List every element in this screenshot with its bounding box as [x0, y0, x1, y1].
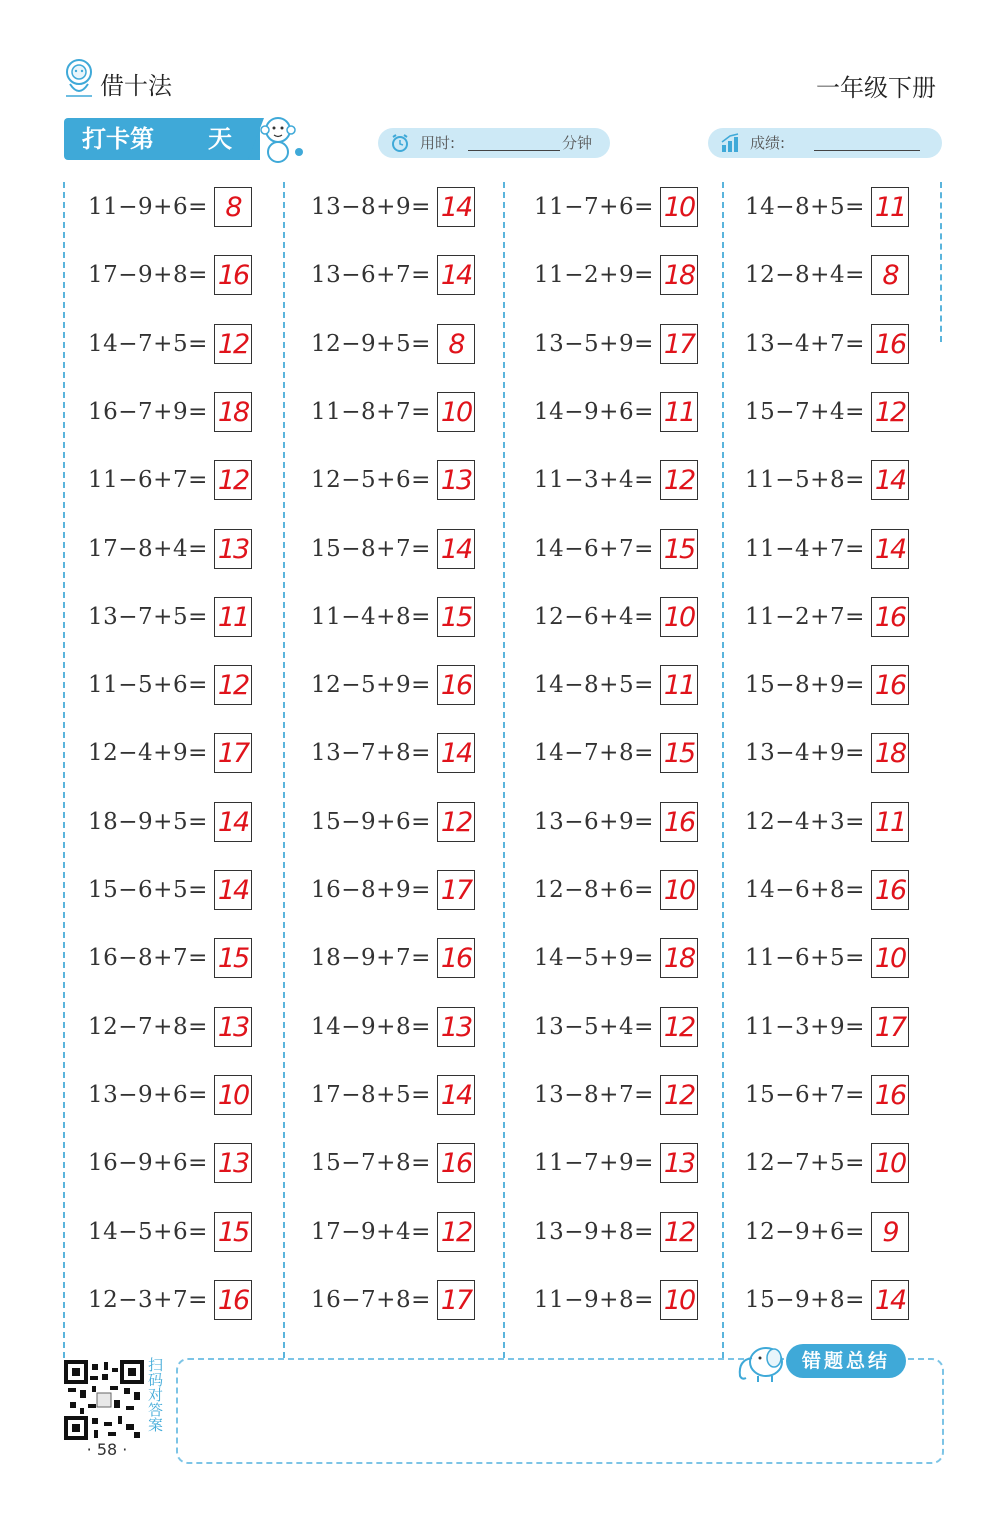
handwritten-answer: 8 [882, 260, 898, 292]
problem-expression: 13−4+9= [745, 740, 865, 767]
problem-expression: 11−2+7= [745, 603, 865, 630]
handwritten-answer: 16 [440, 670, 472, 702]
answer-box[interactable] [214, 529, 252, 569]
answer-box[interactable] [214, 255, 252, 295]
answer-box[interactable] [660, 1143, 698, 1183]
problem-expression: 13−6+9= [534, 808, 654, 835]
problem-expression: 13−7+8= [311, 740, 431, 767]
answer-box[interactable] [871, 1075, 909, 1115]
answer-box[interactable] [660, 529, 698, 569]
checkin-banner [64, 118, 260, 160]
problem-expression: 11−4+7= [745, 535, 865, 562]
problem-expression: 13−5+9= [534, 330, 654, 357]
answer-box[interactable] [871, 665, 909, 705]
qr-code-icon[interactable] [64, 1360, 144, 1440]
handwritten-answer: 18 [874, 738, 906, 770]
handwritten-answer: 12 [217, 465, 249, 497]
problem-expression: 14−5+6= [88, 1218, 208, 1245]
problem-expression: 15−7+8= [311, 1150, 431, 1177]
column-divider [722, 182, 724, 1358]
answer-box[interactable] [660, 1212, 698, 1252]
problem-expression: 12−5+9= [311, 672, 431, 699]
handwritten-answer: 15 [217, 943, 249, 975]
handwritten-answer: 11 [874, 806, 906, 838]
handwritten-answer: 18 [663, 260, 695, 292]
handwritten-answer: 16 [874, 328, 906, 360]
answer-box[interactable] [660, 324, 698, 364]
handwritten-answer: 14 [440, 192, 472, 223]
problem-expression: 12−5+6= [311, 467, 431, 494]
problem-expression: 17−8+4= [88, 535, 208, 562]
problem-expression: 13−8+7= [534, 1081, 654, 1108]
handwritten-answer: 15 [440, 601, 472, 633]
answer-box[interactable] [437, 597, 475, 637]
answer-box[interactable] [871, 255, 909, 295]
handwritten-answer: 17 [440, 1284, 472, 1316]
problem-expression: 12−4+3= [745, 808, 865, 835]
problem-expression: 17−9+8= [88, 262, 208, 289]
problem-expression: 13−8+9= [311, 194, 431, 220]
handwritten-answer: 14 [440, 260, 472, 292]
time-blank[interactable] [468, 132, 560, 151]
handwritten-answer: 13 [440, 465, 472, 497]
problem-expression: 11−7+6= [534, 194, 654, 220]
problem-expression: 18−9+5= [88, 808, 208, 835]
problem-expression: 11−8+7= [311, 398, 431, 425]
problem-expression: 15−8+9= [745, 672, 865, 699]
answer-box[interactable] [214, 665, 252, 705]
alarm-clock-icon [390, 133, 410, 153]
answer-box[interactable] [871, 802, 909, 842]
handwritten-answer: 10 [663, 875, 695, 906]
answer-box[interactable] [214, 460, 252, 500]
answer-box[interactable] [437, 1143, 475, 1183]
answer-box[interactable] [437, 187, 475, 227]
problem-expression: 15−6+5= [88, 877, 208, 903]
page-section-title: 借十法 [100, 72, 172, 100]
checkin-banner-prefix: 打卡第 [82, 125, 154, 153]
column-divider [503, 182, 505, 1358]
problem-expression: 14−7+5= [88, 330, 208, 357]
problem-expression: 15−6+7= [745, 1081, 865, 1108]
answer-box[interactable] [660, 1007, 698, 1047]
problem-expression: 14−7+8= [534, 740, 654, 767]
answer-box[interactable] [871, 187, 909, 227]
answer-box[interactable] [660, 392, 698, 432]
handwritten-answer: 17 [440, 875, 472, 906]
score-blank[interactable] [814, 132, 920, 151]
handwritten-answer: 14 [874, 465, 906, 497]
answer-box[interactable] [437, 733, 475, 773]
handwritten-answer: 18 [663, 943, 695, 975]
answer-box[interactable] [660, 597, 698, 637]
answer-box[interactable] [437, 1075, 475, 1115]
problem-expression: 12−9+5= [311, 330, 431, 357]
answer-box[interactable] [214, 733, 252, 773]
answer-box[interactable] [214, 1075, 252, 1115]
handwritten-answer: 10 [874, 1148, 906, 1180]
answer-box[interactable] [214, 802, 252, 842]
answer-box[interactable] [871, 324, 909, 364]
handwritten-answer: 13 [663, 1148, 695, 1180]
answer-box[interactable] [660, 187, 698, 227]
handwritten-answer: 10 [663, 192, 695, 223]
handwritten-answer: 16 [663, 806, 695, 838]
handwritten-answer: 13 [217, 1148, 249, 1180]
handwritten-answer: 10 [440, 396, 472, 428]
handwritten-answer: 8 [448, 328, 464, 360]
problem-expression: 17−8+5= [311, 1081, 431, 1108]
answer-box[interactable] [437, 665, 475, 705]
handwritten-answer: 9 [882, 1216, 898, 1248]
problem-expression: 13−9+8= [534, 1218, 654, 1245]
handwritten-answer: 14 [217, 875, 249, 906]
problem-expression: 11−5+8= [745, 467, 865, 494]
handwritten-answer: 14 [874, 533, 906, 565]
handwritten-answer: 15 [663, 533, 695, 565]
handwritten-answer: 13 [440, 1011, 472, 1043]
answer-box[interactable] [871, 529, 909, 569]
answer-box[interactable] [437, 870, 475, 910]
answer-box[interactable] [214, 597, 252, 637]
handwritten-answer: 16 [874, 875, 906, 906]
time-field[interactable] [378, 128, 610, 158]
handwritten-answer: 16 [440, 1148, 472, 1180]
problem-expression: 16−9+6= [88, 1150, 208, 1177]
score-label: 成绩: [750, 134, 786, 152]
answer-box[interactable] [660, 255, 698, 295]
answer-box[interactable] [437, 255, 475, 295]
handwritten-answer: 15 [217, 1216, 249, 1248]
time-label: 用时: [420, 134, 456, 152]
problem-expression: 15−9+6= [311, 808, 431, 835]
problem-expression: 14−8+5= [534, 672, 654, 699]
problem-expression: 11−6+7= [88, 467, 208, 494]
answer-box[interactable] [214, 1007, 252, 1047]
handwritten-answer: 18 [217, 396, 249, 428]
score-field[interactable] [708, 128, 942, 158]
column-divider [940, 182, 942, 342]
problem-expression: 17−9+4= [311, 1218, 431, 1245]
problem-expression: 14−6+7= [534, 535, 654, 562]
answer-box[interactable] [871, 460, 909, 500]
checkin-banner-suffix: 天 [208, 125, 232, 153]
handwritten-answer: 15 [663, 738, 695, 770]
handwritten-answer: 14 [440, 533, 472, 565]
answer-box[interactable] [871, 1143, 909, 1183]
answer-box[interactable] [660, 870, 698, 910]
handwritten-answer: 16 [874, 601, 906, 633]
handwritten-answer: 12 [663, 1216, 695, 1248]
answer-box[interactable] [214, 1212, 252, 1252]
page-number: · 58 · [86, 1440, 128, 1459]
problem-expression: 14−9+6= [534, 398, 654, 425]
problem-expression: 13−6+7= [311, 262, 431, 289]
elephant-mascot-icon [732, 1338, 788, 1384]
handwritten-answer: 12 [663, 1011, 695, 1043]
problem-expression: 12−7+8= [88, 1013, 208, 1040]
grade-label: 一年级下册 [816, 74, 936, 102]
handwritten-answer: 10 [663, 601, 695, 633]
monkey-mascot-icon [254, 112, 308, 166]
bar-chart-icon [720, 133, 742, 153]
problem-expression: 16−7+9= [88, 398, 208, 425]
handwritten-answer: 16 [217, 1284, 249, 1316]
answer-box[interactable] [660, 802, 698, 842]
handwritten-answer: 12 [663, 465, 695, 497]
problem-expression: 14−8+5= [745, 194, 865, 220]
handwritten-answer: 11 [217, 601, 249, 633]
answer-box[interactable] [660, 938, 698, 978]
handwritten-answer: 14 [440, 738, 472, 770]
answer-box[interactable] [871, 938, 909, 978]
problem-expression: 12−8+4= [745, 262, 865, 289]
answer-box[interactable] [660, 733, 698, 773]
answer-box[interactable] [871, 597, 909, 637]
answer-box[interactable] [660, 1280, 698, 1320]
answer-box[interactable] [437, 1007, 475, 1047]
answer-box[interactable] [660, 460, 698, 500]
handwritten-answer: 14 [217, 806, 249, 838]
problem-expression: 14−9+8= [311, 1013, 431, 1040]
handwritten-answer: 16 [440, 943, 472, 975]
problem-expression: 11−9+6= [88, 194, 208, 220]
handwritten-answer: 17 [217, 738, 249, 770]
scan-for-answers-label: 扫码对答案 [148, 1356, 164, 1434]
problem-expression: 11−2+9= [534, 262, 654, 289]
problem-expression: 11−9+8= [534, 1286, 654, 1313]
answer-box[interactable] [214, 324, 252, 364]
handwritten-answer: 8 [225, 192, 241, 223]
answer-box[interactable] [871, 1280, 909, 1320]
answer-box[interactable] [437, 1280, 475, 1320]
answer-box[interactable] [437, 529, 475, 569]
answer-box[interactable] [871, 1007, 909, 1047]
problem-expression: 16−8+9= [311, 877, 431, 903]
problem-expression: 13−7+5= [88, 603, 208, 630]
handwritten-answer: 11 [663, 396, 695, 428]
handwritten-answer: 12 [663, 1079, 695, 1111]
answer-box[interactable] [437, 392, 475, 432]
handwritten-answer: 10 [217, 1079, 249, 1111]
answer-box[interactable] [660, 665, 698, 705]
answer-box[interactable] [214, 1280, 252, 1320]
problem-expression: 16−8+7= [88, 945, 208, 972]
answer-box[interactable] [437, 460, 475, 500]
handwritten-answer: 16 [874, 670, 906, 702]
column-divider [283, 182, 285, 1358]
problem-expression: 15−8+7= [311, 535, 431, 562]
handwritten-answer: 11 [874, 192, 906, 223]
handwritten-answer: 12 [217, 328, 249, 360]
lion-mascot-icon [62, 58, 96, 98]
problem-expression: 12−4+9= [88, 740, 208, 767]
answer-box[interactable] [871, 392, 909, 432]
handwritten-answer: 16 [874, 1079, 906, 1111]
problem-expression: 15−9+8= [745, 1286, 865, 1313]
handwritten-answer: 14 [440, 1079, 472, 1111]
handwritten-answer: 11 [663, 670, 695, 702]
problem-expression: 11−3+9= [745, 1013, 865, 1040]
problem-expression: 13−4+7= [745, 330, 865, 357]
handwritten-answer: 10 [663, 1284, 695, 1316]
problem-expression: 11−3+4= [534, 467, 654, 494]
handwritten-answer: 14 [874, 1284, 906, 1316]
mistake-summary-label: 错题总结 [786, 1344, 906, 1378]
problem-expression: 11−4+8= [311, 603, 431, 630]
problem-expression: 11−7+9= [534, 1150, 654, 1177]
problem-expression: 12−7+5= [745, 1150, 865, 1177]
answer-box[interactable] [437, 802, 475, 842]
problem-expression: 12−6+4= [534, 603, 654, 630]
problem-expression: 13−9+6= [88, 1081, 208, 1108]
answer-box[interactable] [871, 1212, 909, 1252]
handwritten-answer: 17 [663, 328, 695, 360]
column-divider [63, 182, 65, 1358]
answer-box[interactable] [437, 324, 475, 364]
answer-box[interactable] [660, 1075, 698, 1115]
problem-expression: 11−6+5= [745, 945, 865, 972]
problem-expression: 14−5+9= [534, 945, 654, 972]
problem-expression: 14−6+8= [745, 877, 865, 903]
problem-expression: 11−5+6= [88, 672, 208, 699]
handwritten-answer: 12 [217, 670, 249, 702]
handwritten-answer: 13 [217, 533, 249, 565]
answer-box[interactable] [437, 938, 475, 978]
handwritten-answer: 12 [874, 396, 906, 428]
problem-expression: 12−9+6= [745, 1218, 865, 1245]
answer-box[interactable] [437, 1212, 475, 1252]
handwritten-answer: 12 [440, 806, 472, 838]
answer-box[interactable] [214, 870, 252, 910]
problem-expression: 15−7+4= [745, 398, 865, 425]
answer-box[interactable] [214, 392, 252, 432]
handwritten-answer: 13 [217, 1011, 249, 1043]
problem-expression: 16−7+8= [311, 1286, 431, 1313]
handwritten-answer: 17 [874, 1011, 906, 1043]
answer-box[interactable] [214, 187, 252, 227]
time-unit: 分钟 [562, 134, 593, 152]
problem-expression: 13−5+4= [534, 1013, 654, 1040]
problem-expression: 12−8+6= [534, 877, 654, 903]
answer-box[interactable] [871, 733, 909, 773]
answer-box[interactable] [214, 938, 252, 978]
problem-expression: 18−9+7= [311, 945, 431, 972]
handwritten-answer: 10 [874, 943, 906, 975]
answer-box[interactable] [871, 870, 909, 910]
problem-expression: 12−3+7= [88, 1286, 208, 1313]
handwritten-answer: 12 [440, 1216, 472, 1248]
handwritten-answer: 16 [217, 260, 249, 292]
answer-box[interactable] [214, 1143, 252, 1183]
